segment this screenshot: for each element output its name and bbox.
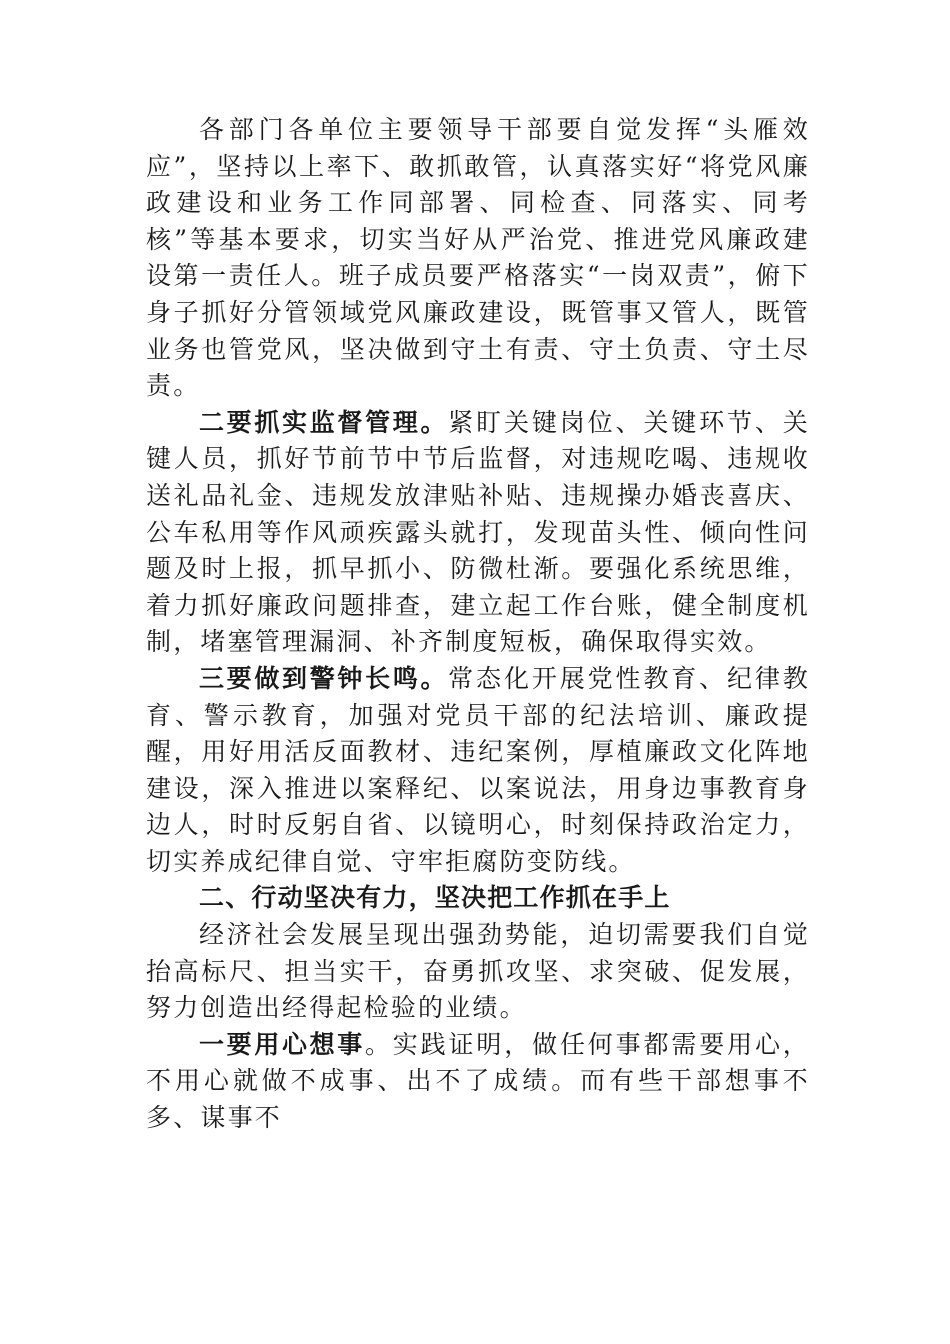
paragraph-lead: 二要抓实监督管理。 bbox=[199, 407, 449, 437]
paragraph-text: 。实践证明，做任何事都需要用心，不用心就做不成事、出不了成绩。而有些干部想事不多、谋事不 bbox=[146, 1029, 810, 1133]
paragraph-text: 各部门各单位主要领导干部要自觉发挥“头雁效应”，坚持以上率下、敢抓敢管，认真落实好“将党风廉政建设和业务工作同部署、同检查、同落实、同考核”等基本要求，切实当好从严治党、推进党风廉政建设第一责任人。班子成员要严格落实“一岗双责”，俯下身子抓好分管领域党风廉政建设，既管事又管人，既管业务也管党风，坚决做到守土有责、守土负责、守土尽责。 bbox=[146, 115, 810, 401]
paragraph-text: 紧盯关键岗位、关键环节、关键人员，抓好节前节中节后监督，对违规吃喝、违规收送礼品礼金、违规发放津贴补贴、违规操办婚丧喜庆、公车私用等作风顽疾露头就打，发现苗头性、倾向性问题及时上报，抓早抓小、防微杜渐。要强化系统思维，着力抓好廉政问题排查，建立起工作台账，健全制度机制，堵塞管理漏洞、补齐制度短板，确保取得实效。 bbox=[146, 407, 810, 657]
paragraph-economic-development bbox=[146, 917, 810, 1027]
paragraph-leadership-responsibility bbox=[146, 112, 810, 405]
paragraph-text: 经济社会发展呈现出强劲势能，迫切需要我们自觉抬高标尺、担当实干，奋勇抓攻坚、求突破、促发展，努力创造出经得起检验的业绩。 bbox=[146, 920, 810, 1023]
paragraph-text: 常态化开展党性教育、纪律教育、警示教育，加强对党员干部的纪法培训、廉政提醒，用好用活反面教材、违纪案例，厚植廉政文化阵地建设，深入推进以案释纪、以案说法，用身边事教育身边人，时时反躬自省、以镜明心，时刻保持政治定力，切实养成纪律自觉、守牢拒腐防变防线。 bbox=[146, 663, 810, 876]
paragraph-use-heart bbox=[146, 1027, 810, 1137]
paragraph-lead: 三要做到警钟长鸣。 bbox=[199, 663, 449, 693]
paragraph-warning-education bbox=[146, 661, 810, 881]
section-heading: 二、行动坚决有力，坚决把工作抓在手上 bbox=[199, 883, 671, 913]
paragraph-lead: 一要用心想事 bbox=[199, 1029, 365, 1059]
paragraph-supervision bbox=[146, 405, 810, 661]
document-page bbox=[146, 112, 810, 1137]
